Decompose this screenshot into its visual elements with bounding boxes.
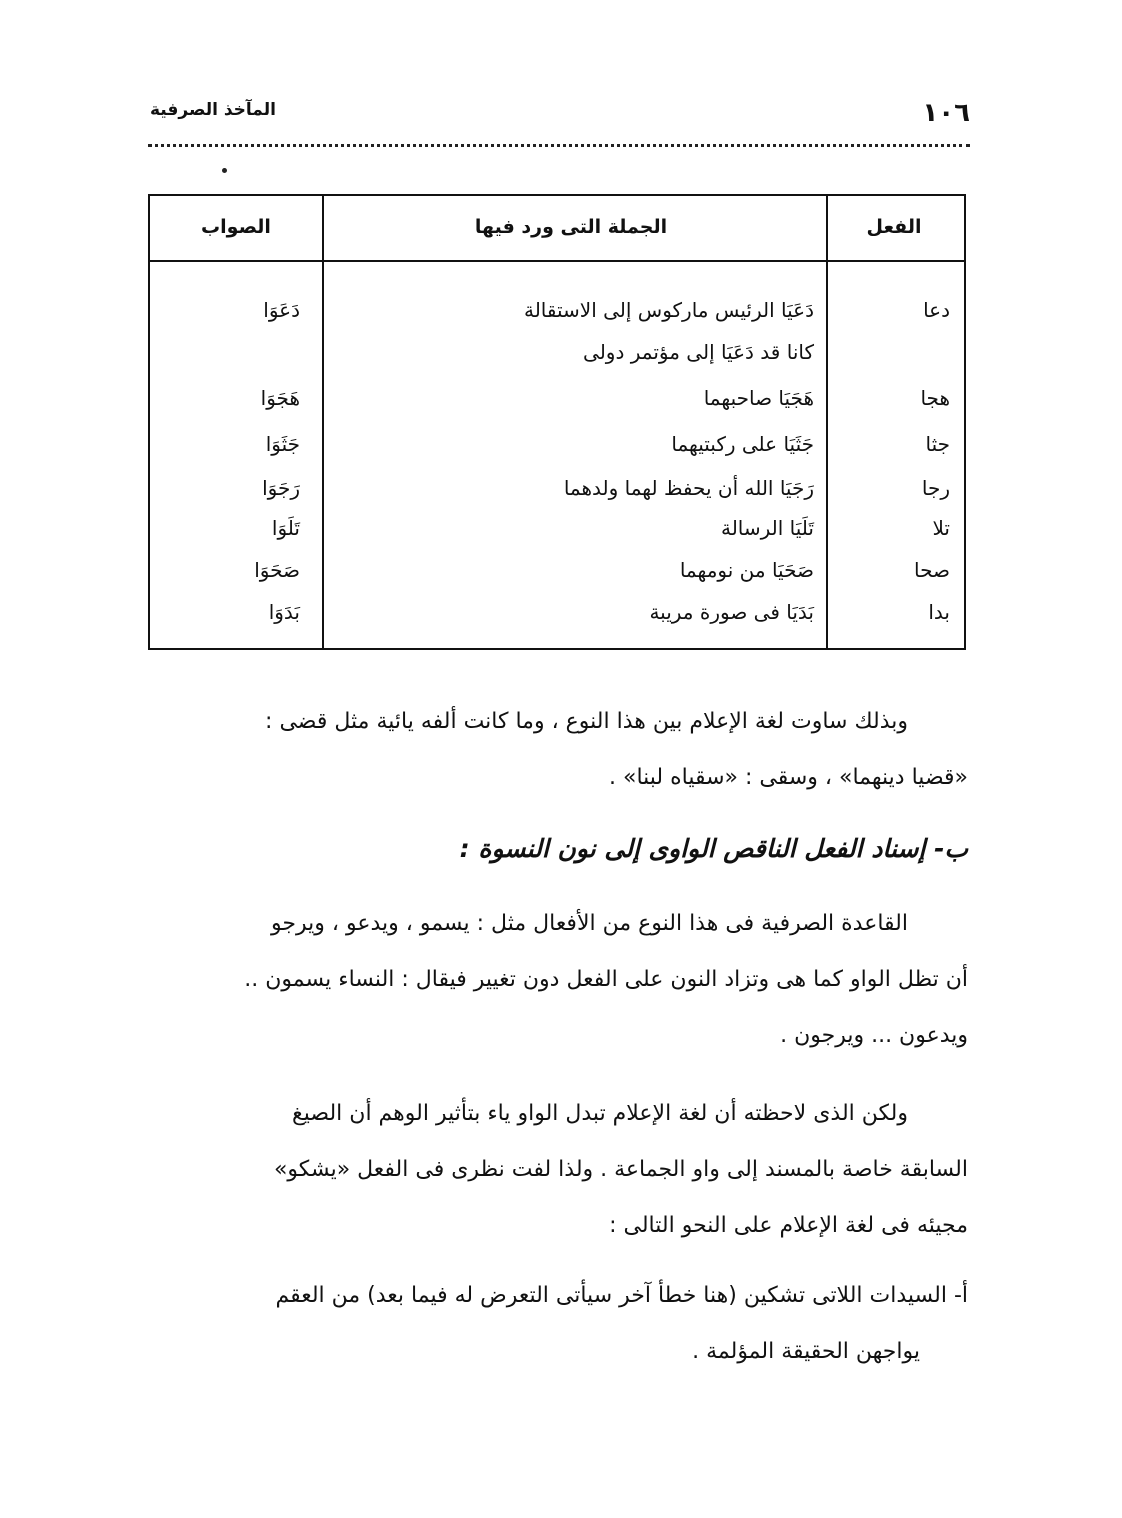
paragraph-1 — [148, 694, 968, 806]
page-number: ١٠٦ — [922, 98, 970, 128]
stray-dot — [222, 168, 227, 173]
table-row — [150, 340, 964, 380]
cell-verb: جثا — [925, 432, 950, 456]
cell-sentence: رَجَيَا الله أن يحفظ لهما ولدهما — [563, 476, 814, 500]
header-sentence: الجملة التى ورد فيها — [474, 216, 668, 238]
paragraph-line: «قضيا دينهما» ، وسقى : «سقياه لبنا» . — [609, 765, 968, 790]
cell-sentence: جَثَيَا على ركبتيهما — [671, 432, 814, 456]
table-row — [150, 386, 964, 426]
cell-sentence: دَعَيَا الرئيس ماركوس إلى الاستقالة — [523, 298, 814, 322]
cell-sentence: صَحَيَا من نومهما — [679, 558, 814, 582]
paragraph-line: السابقة خاصة بالمسند إلى واو الجماعة . ولذا لفت نظرى فى الفعل «يشكو» — [273, 1157, 968, 1182]
cell-sentence: بَدَيَا فى صورة مريبة — [649, 600, 814, 624]
section-heading: ب- إسناد الفعل الناقص الواوى إلى نون النسوة : — [459, 834, 968, 863]
table-row — [150, 476, 964, 516]
paragraph-line: ولكن الذى لاحظته أن لغة الإعلام تبدل الواو ياء بتأثير الوهم أن الصيغ — [292, 1101, 908, 1126]
header-rule — [148, 144, 970, 147]
header-correct: الصواب — [201, 216, 271, 238]
table-row — [150, 432, 964, 472]
list-item-a — [148, 1268, 968, 1380]
paragraph-line: مجيئه فى لغة الإعلام على النحو التالى : — [609, 1213, 968, 1238]
table-row — [150, 298, 964, 338]
cell-correct: دَعَوَا — [263, 298, 300, 322]
running-title: المآخذ الصرفية — [150, 100, 276, 120]
cell-correct: تَلَوَا — [271, 516, 300, 540]
cell-verb: رجا — [921, 476, 950, 500]
cell-sentence: كانا قد دَعَيَا إلى مؤتمر دولى — [583, 340, 814, 364]
paragraph-line: أ- السيدات اللاتى تشكين (هنا خطأ آخر سيأتى التعرض له فيما بعد) من العقم — [275, 1283, 968, 1308]
paragraph-line: ويدعون ... ويرجون . — [780, 1023, 968, 1048]
cell-correct: هَجَوَا — [260, 386, 300, 410]
cell-correct: رَجَوَا — [262, 476, 300, 500]
verbs-table — [148, 194, 966, 650]
table-row — [150, 516, 964, 556]
cell-verb: هجا — [920, 386, 950, 410]
table-row — [150, 600, 964, 640]
table-row — [150, 558, 964, 598]
paragraph-line: أن تظل الواو كما هى وتزاد النون على الفعل دون تغيير فيقال : النساء يسمون .. — [244, 967, 968, 992]
cell-sentence: تَلَيَا الرسالة — [720, 516, 814, 540]
paragraph-line: وبذلك ساوت لغة الإعلام بين هذا النوع ، وما كانت ألفه يائية مثل قضى : — [265, 709, 908, 734]
cell-sentence: هَجَيَا صاحبهما — [703, 386, 814, 410]
cell-correct: بَدَوَا — [268, 600, 300, 624]
paragraph-line: القاعدة الصرفية فى هذا النوع من الأفعال مثل : يسمو ، ويدعو ، ويرجو — [271, 911, 908, 936]
header-divider — [150, 260, 964, 262]
cell-verb: تلا — [932, 516, 950, 540]
cell-correct: جَثَوَا — [265, 432, 300, 456]
cell-correct: صَحَوَا — [254, 558, 300, 582]
header-verb: الفعل — [866, 216, 922, 238]
cell-verb: صحا — [914, 558, 950, 582]
page-header — [150, 94, 970, 134]
cell-verb: دعا — [923, 298, 950, 322]
paragraph-3 — [148, 1086, 968, 1254]
paragraph-2 — [148, 896, 968, 1064]
paragraph-line: يواجهن الحقيقة المؤلمة . — [692, 1339, 920, 1364]
cell-verb: بدا — [928, 600, 950, 624]
